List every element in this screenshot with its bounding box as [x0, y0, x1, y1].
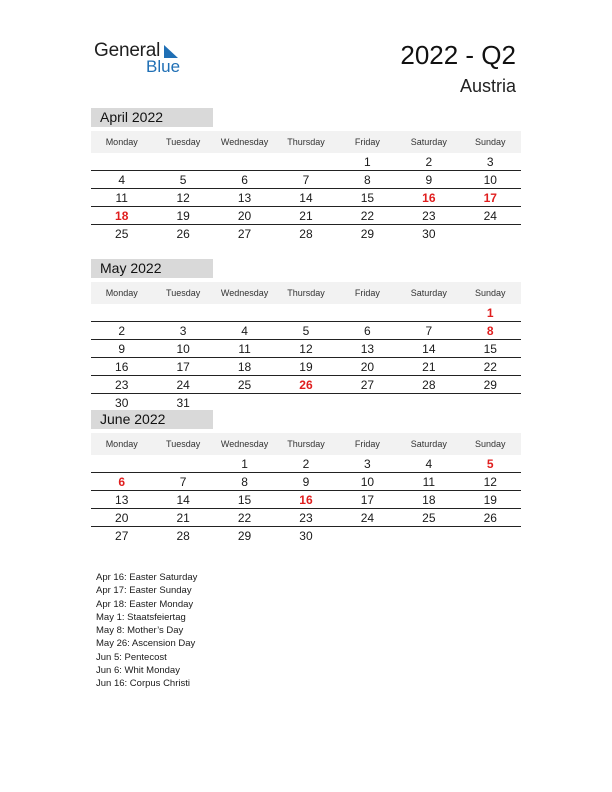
weekday-header: Saturday: [410, 137, 447, 147]
weekday-header: Tuesday: [166, 288, 201, 298]
weekday-header: Friday: [354, 137, 380, 147]
week-row: [91, 358, 521, 376]
weekday-header: Saturday: [410, 288, 447, 298]
day-cell: 16: [299, 492, 313, 507]
day-cell: 15: [360, 190, 375, 205]
day-cell: 10: [176, 341, 190, 356]
day-cell: 12: [299, 341, 313, 356]
day-cell: 1: [364, 154, 371, 169]
day-cell: 6: [364, 323, 371, 338]
holiday-entry: Jun 6: Whit Monday: [96, 665, 180, 677]
day-cell: 14: [176, 492, 190, 507]
day-cell: 10: [360, 474, 375, 489]
day-cell: 4: [118, 172, 126, 187]
brand-word-general: General: [94, 40, 161, 61]
holiday-entry: Apr 18: Easter Monday: [96, 598, 194, 610]
day-cell: 5: [302, 323, 310, 338]
day-cell: 3: [486, 154, 494, 169]
week-row: [91, 207, 521, 225]
holiday-entry: May 1: Staatsfeiertag: [96, 611, 186, 623]
day-cell: 28: [422, 377, 436, 392]
day-cell: 9: [425, 172, 433, 187]
day-cell: 12: [483, 474, 497, 489]
day-cell: 22: [483, 359, 497, 374]
day-cell: 14: [422, 341, 436, 356]
weekday-header: Sunday: [474, 137, 506, 147]
week-row: [91, 340, 521, 358]
day-cell: 13: [237, 190, 252, 205]
weekday-header-row: [91, 433, 521, 455]
day-cell: 27: [237, 226, 252, 241]
day-cell: 17: [360, 492, 375, 507]
day-cell: 21: [422, 359, 436, 374]
weekday-header: Thursday: [287, 288, 325, 298]
weekday-header: Monday: [105, 288, 138, 298]
day-cell: 2: [425, 154, 433, 169]
day-cell: 28: [176, 528, 190, 543]
day-cell: 19: [299, 359, 313, 374]
weekday-header: Sunday: [474, 439, 506, 449]
day-cell: 25: [115, 226, 129, 241]
week-row: [91, 153, 521, 171]
weekday-header-row: [91, 131, 521, 153]
day-cell: 19: [483, 492, 497, 507]
country-name: Austria: [459, 76, 516, 96]
day-cell: 8: [486, 323, 494, 338]
day-cell: 24: [176, 377, 190, 392]
day-cell: 13: [115, 492, 129, 507]
day-cell: 23: [422, 208, 436, 223]
week-row: [91, 509, 521, 527]
month-name: April 2022: [91, 108, 213, 127]
day-cell: 11: [238, 341, 251, 356]
day-cell: 29: [360, 226, 375, 241]
weekday-header: Wednesday: [220, 439, 269, 449]
day-cell: 9: [118, 341, 126, 356]
day-cell: 30: [299, 528, 313, 543]
holiday-entry: Jun 16: Corpus Christi: [96, 678, 190, 690]
weekday-header-row: [91, 282, 521, 304]
week-row: [91, 304, 521, 322]
day-cell: 3: [364, 456, 371, 471]
day-cell: 11: [422, 474, 436, 489]
day-cell: 31: [176, 395, 190, 410]
holiday-entry: May 26: Ascension Day: [96, 638, 196, 650]
day-cell: 17: [176, 359, 190, 374]
day-cell: 8: [241, 474, 248, 489]
weekday-header: Thursday: [287, 439, 325, 449]
day-cell: 23: [299, 510, 313, 525]
day-cell: 24: [483, 208, 497, 223]
day-cell: 1: [486, 305, 494, 320]
day-cell: 11: [115, 190, 128, 205]
month-name: May 2022: [91, 259, 213, 278]
day-cell: 29: [237, 528, 252, 543]
day-cell: 5: [486, 456, 494, 471]
holiday-entry: Apr 16: Easter Saturday: [96, 572, 198, 583]
weekday-header: Wednesday: [220, 288, 269, 298]
day-cell: 5: [179, 172, 187, 187]
week-row: [91, 376, 521, 394]
week-row: [91, 527, 521, 544]
day-cell: 2: [118, 323, 126, 338]
month-name: June 2022: [91, 410, 213, 429]
day-cell: 4: [241, 323, 248, 338]
weekday-header: Monday: [105, 439, 138, 449]
day-cell: 26: [176, 226, 190, 241]
day-cell: 16: [115, 359, 129, 374]
day-cell: 26: [483, 510, 497, 525]
day-cell: 25: [237, 377, 252, 392]
day-cell: 17: [483, 190, 497, 205]
day-cell: 4: [425, 456, 433, 471]
day-cell: 18: [422, 492, 436, 507]
weekday-header: Friday: [354, 288, 380, 298]
day-cell: 6: [118, 474, 126, 489]
day-cell: 30: [422, 226, 436, 241]
brand-logo: [94, 40, 194, 80]
month-block-june: [91, 410, 521, 544]
day-cell: 20: [360, 359, 375, 374]
day-cell: 29: [483, 377, 497, 392]
week-row: [91, 171, 521, 189]
day-cell: 7: [425, 323, 433, 338]
day-cell: 16: [422, 190, 436, 205]
weekday-header: Monday: [105, 137, 138, 147]
day-cell: 20: [237, 208, 252, 223]
day-cell: 22: [237, 510, 252, 525]
day-cell: 21: [299, 208, 313, 223]
holiday-entry: Jun 5: Pentecost: [96, 651, 167, 663]
weekday-header: Tuesday: [166, 439, 201, 449]
day-cell: 2: [302, 456, 310, 471]
holiday-list: [96, 571, 197, 691]
weekday-header: Sunday: [474, 288, 506, 298]
day-cell: 7: [302, 172, 310, 187]
weekday-header: Wednesday: [220, 137, 269, 147]
day-cell: 8: [364, 172, 371, 187]
day-cell: 28: [299, 226, 313, 241]
day-cell: 3: [179, 323, 187, 338]
brand-word-blue: Blue: [146, 57, 181, 76]
weekday-header: Thursday: [287, 137, 325, 147]
day-cell: 26: [299, 377, 313, 392]
holiday-entry: May 8: Mother’s Day: [96, 625, 184, 637]
week-row: [91, 322, 521, 340]
day-cell: 27: [360, 377, 375, 392]
quarter-title: 2022 - Q2: [400, 40, 516, 70]
day-cell: 18: [115, 208, 129, 223]
day-cell: 15: [237, 492, 252, 507]
month-block-april: [91, 108, 521, 242]
day-cell: 30: [115, 395, 129, 410]
day-cell: 22: [360, 208, 375, 223]
week-row: [91, 225, 521, 242]
day-cell: 18: [237, 359, 252, 374]
week-row: [91, 189, 521, 207]
day-cell: 9: [302, 474, 310, 489]
day-cell: 7: [179, 474, 187, 489]
day-cell: 25: [422, 510, 436, 525]
day-cell: 12: [176, 190, 190, 205]
day-cell: 6: [241, 172, 248, 187]
month-block-may: [91, 259, 521, 411]
day-cell: 27: [115, 528, 129, 543]
day-cell: 21: [176, 510, 190, 525]
week-row: [91, 394, 521, 411]
day-cell: 23: [115, 377, 129, 392]
day-cell: 10: [483, 172, 497, 187]
weekday-header: Friday: [354, 439, 380, 449]
day-cell: 24: [360, 510, 375, 525]
weekday-header: Tuesday: [166, 137, 201, 147]
week-row: [91, 473, 521, 491]
day-cell: 19: [176, 208, 190, 223]
day-cell: 13: [360, 341, 375, 356]
day-cell: 14: [299, 190, 313, 205]
day-cell: 15: [483, 341, 497, 356]
weekday-header: Saturday: [410, 439, 447, 449]
week-row: [91, 455, 521, 473]
week-row: [91, 491, 521, 509]
day-cell: 1: [241, 456, 248, 471]
holiday-entry: Apr 17: Easter Sunday: [96, 585, 192, 597]
day-cell: 20: [115, 510, 129, 525]
